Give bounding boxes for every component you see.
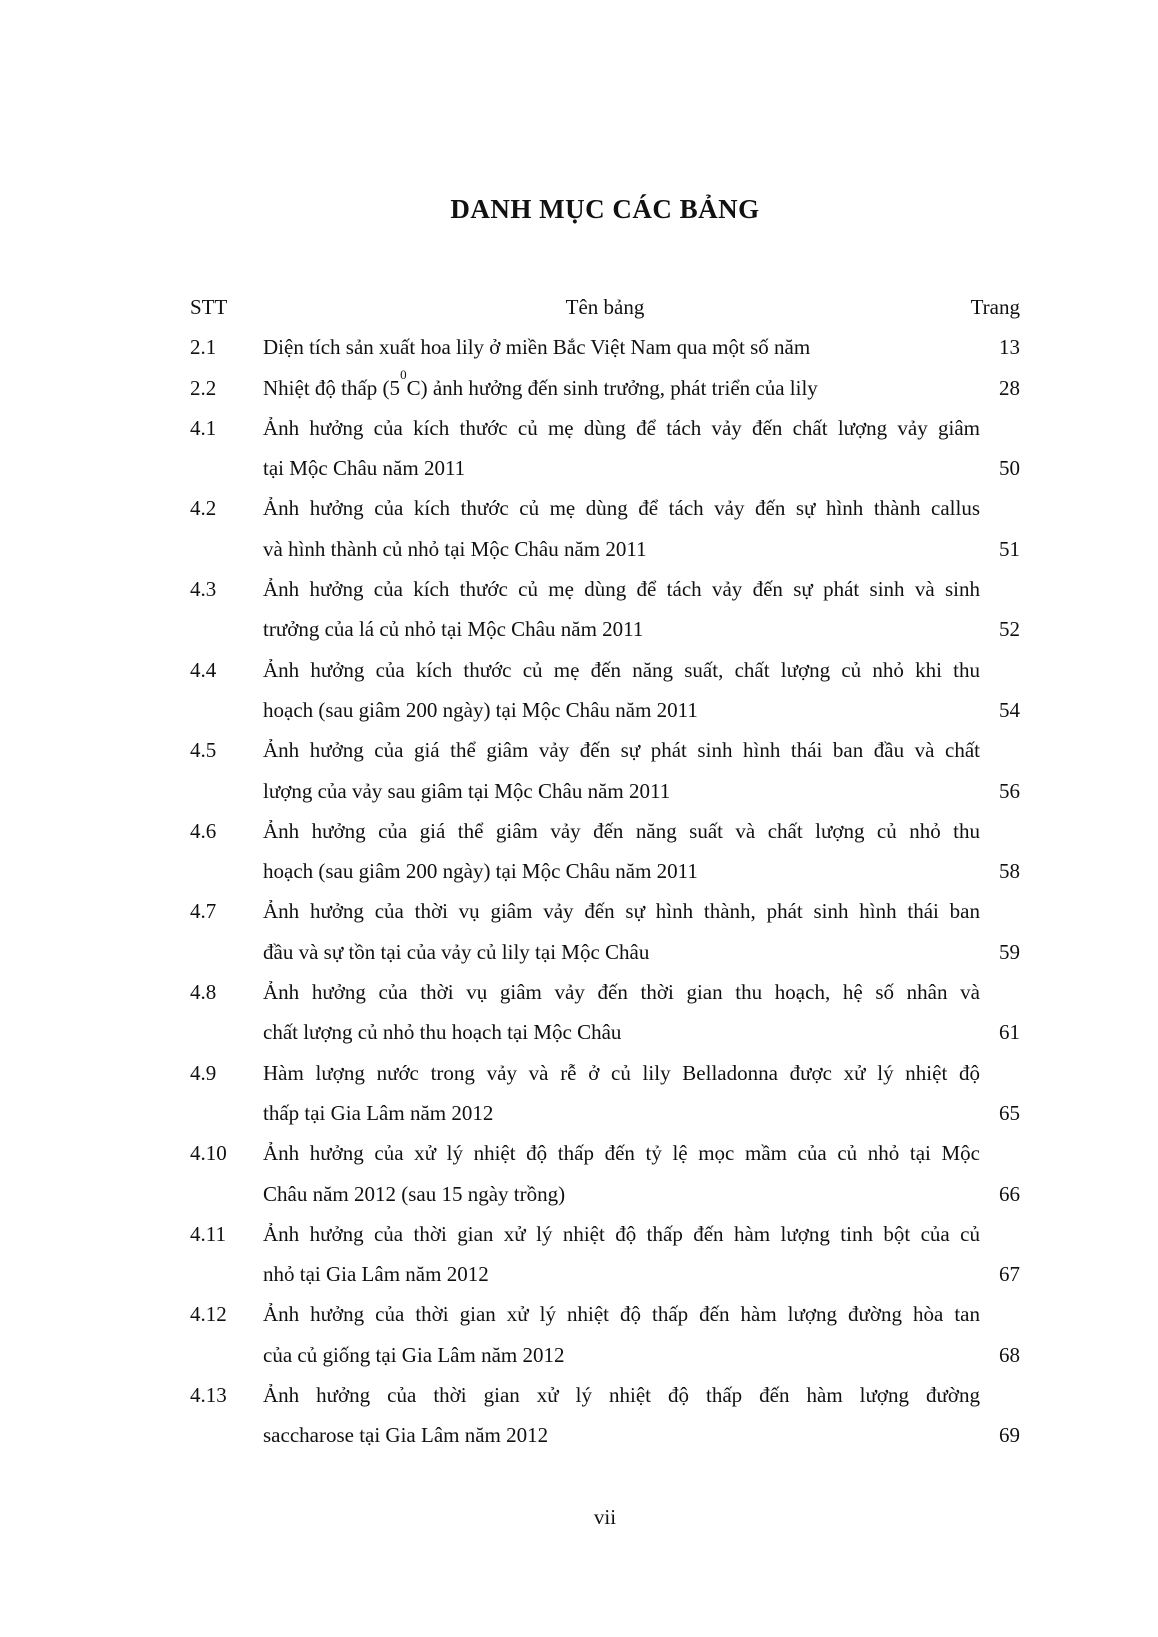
entry-title-line: Nhiệt độ thấp $(5^0C)$ ảnh hưởng đến sinh trưởng, phát triển của lily bbox=[263, 367, 818, 400]
entry-title-line: Ảnh hưởng của thời vụ giâm vảy đến thời gian thu hoạch, hệ số nhân và bbox=[263, 980, 980, 1005]
row-entry-title bbox=[263, 1375, 980, 1456]
row-entry-number: 2.2 bbox=[190, 375, 217, 400]
row-page-number: 69 bbox=[999, 1423, 1020, 1448]
row-entry-number: 4.10 bbox=[190, 1141, 227, 1166]
superscript-degree: 0 bbox=[400, 367, 407, 383]
table-row bbox=[190, 408, 1020, 489]
row-entry-title bbox=[263, 569, 980, 650]
entry-title-line: Ảnh hưởng của kích thước củ mẹ dùng để tách vảy đến sự phát sinh và sinh bbox=[263, 577, 980, 602]
entry-title-line: chất lượng củ nhỏ thu hoạch tại Mộc Châu bbox=[263, 1020, 622, 1045]
entry-title-line: Ảnh hưởng của thời gian xử lý nhiệt độ thấp đến hàm lượng tinh bột của củ bbox=[263, 1221, 980, 1246]
row-entry-title bbox=[263, 1294, 980, 1375]
row-page-number: 13 bbox=[999, 335, 1020, 360]
row-entry-number: 4.12 bbox=[190, 1302, 227, 1327]
row-entry-number: 4.8 bbox=[190, 980, 217, 1005]
header-page: Trang bbox=[970, 295, 1020, 319]
row-page-number: 58 bbox=[999, 859, 1020, 884]
entry-title-line: Ảnh hưởng của thời gian xử lý nhiệt độ thấp đến hàm lượng đường hòa tan bbox=[263, 1302, 980, 1327]
entry-title-line: của củ giống tại Gia Lâm năm 2012 bbox=[263, 1342, 565, 1367]
row-entry-number: 4.2 bbox=[190, 496, 217, 521]
table-row bbox=[190, 1375, 1020, 1456]
row-entry-title bbox=[263, 327, 980, 367]
entry-title-line: Ảnh hưởng của giá thể giâm vảy đến sự phát sinh hình thái ban đầu và chất bbox=[263, 738, 980, 763]
row-entry-title bbox=[263, 811, 980, 892]
row-page-number: 68 bbox=[999, 1342, 1020, 1367]
table-rows bbox=[190, 327, 1020, 1455]
row-page-number: 66 bbox=[999, 1181, 1020, 1206]
table-row bbox=[190, 1214, 1020, 1295]
row-entry-number: 4.6 bbox=[190, 818, 217, 843]
entry-title-line: Diện tích sản xuất hoa lily ở miền Bắc Việt Nam qua một số năm bbox=[263, 335, 811, 360]
tables-toc bbox=[190, 287, 1020, 1456]
row-entry-number: 4.13 bbox=[190, 1383, 227, 1408]
row-entry-title bbox=[263, 650, 980, 731]
entry-title-line: trưởng của lá củ nhỏ tại Mộc Châu năm 2011 bbox=[263, 617, 644, 642]
page-number-footer: vii bbox=[593, 1504, 617, 1529]
row-page-number: 54 bbox=[999, 697, 1020, 722]
table-row bbox=[190, 1053, 1020, 1134]
row-page-number: 51 bbox=[999, 536, 1020, 561]
entry-title-line: Châu năm 2012 (sau 15 ngày trồng) bbox=[263, 1181, 566, 1206]
entry-title-line: Ảnh hưởng của thời vụ giâm vảy đến sự hình thành, phát sinh hình thái ban bbox=[263, 899, 980, 924]
row-page-number: 56 bbox=[999, 778, 1020, 803]
table-row bbox=[190, 368, 1020, 408]
row-entry-number: 4.9 bbox=[190, 1060, 217, 1085]
row-entry-number: 2.1 bbox=[190, 335, 217, 360]
table-row bbox=[190, 327, 1020, 367]
row-entry-title bbox=[263, 1053, 980, 1134]
entry-title-line: lượng của vảy sau giâm tại Mộc Châu năm 2011 bbox=[263, 778, 671, 803]
row-page-number: 67 bbox=[999, 1262, 1020, 1287]
table-header bbox=[190, 287, 1020, 327]
row-entry-number: 4.5 bbox=[190, 738, 217, 763]
entry-title-line: Hàm lượng nước trong vảy và rễ ở củ lily Belladonna được xử lý nhiệt độ bbox=[263, 1060, 980, 1085]
table-row bbox=[190, 1294, 1020, 1375]
row-page-number: 50 bbox=[999, 456, 1020, 481]
table-row bbox=[190, 650, 1020, 731]
row-entry-title bbox=[263, 488, 980, 569]
table-row bbox=[190, 488, 1020, 569]
entry-title-line: Ảnh hưởng của thời gian xử lý nhiệt độ thấp đến hàm lượng đường bbox=[263, 1383, 980, 1408]
row-entry-title bbox=[263, 1133, 980, 1214]
entry-title-line: và hình thành củ nhỏ tại Mộc Châu năm 2011 bbox=[263, 536, 647, 561]
row-page-number: 65 bbox=[999, 1100, 1020, 1125]
entry-title-line: Ảnh hưởng của giá thể giâm vảy đến năng suất và chất lượng củ nhỏ thu bbox=[263, 818, 980, 843]
entry-title-line: Ảnh hưởng của kích thước củ mẹ dùng để tách vảy đến sự hình thành callus bbox=[263, 496, 980, 521]
row-entry-number: 4.7 bbox=[190, 899, 217, 924]
entry-title-line: Ảnh hưởng của xử lý nhiệt độ thấp đến tỷ lệ mọc mầm của củ nhỏ tại Mộc bbox=[263, 1141, 980, 1166]
header-stt: STT bbox=[190, 295, 228, 319]
row-page-number: 28 bbox=[999, 375, 1020, 400]
row-entry-number: 4.1 bbox=[190, 415, 217, 440]
row-entry-title bbox=[263, 972, 980, 1053]
row-page-number: 59 bbox=[999, 939, 1020, 964]
entry-title-line: hoạch (sau giâm 200 ngày) tại Mộc Châu năm 2011 bbox=[263, 859, 698, 884]
row-entry-number: 4.11 bbox=[190, 1221, 226, 1246]
header-table-name: Tên bảng bbox=[565, 295, 645, 319]
row-entry-title bbox=[263, 891, 980, 972]
entry-title-line: thấp tại Gia Lâm năm 2012 bbox=[263, 1100, 494, 1125]
table-row bbox=[190, 730, 1020, 811]
entry-title-line: nhỏ tại Gia Lâm năm 2012 bbox=[263, 1262, 489, 1287]
row-entry-title bbox=[263, 730, 980, 811]
row-entry-title bbox=[263, 368, 980, 408]
row-entry-title bbox=[263, 1214, 980, 1295]
entry-title-line: saccharose tại Gia Lâm năm 2012 bbox=[263, 1423, 549, 1448]
table-row bbox=[190, 811, 1020, 892]
page-title: DANH MỤC CÁC BẢNG bbox=[450, 194, 760, 224]
table-row bbox=[190, 972, 1020, 1053]
entry-title-line: tại Mộc Châu năm 2011 bbox=[263, 456, 466, 481]
row-entry-number: 4.4 bbox=[190, 657, 217, 682]
table-row bbox=[190, 891, 1020, 972]
row-page-number: 52 bbox=[999, 617, 1020, 642]
entry-title-line: Ảnh hưởng của kích thước củ mẹ dùng để tách vảy đến chất lượng vảy giâm bbox=[263, 415, 980, 440]
entry-title-line: đầu và sự tồn tại của vảy củ lily tại Mộc Châu bbox=[263, 939, 650, 964]
row-entry-title bbox=[263, 408, 980, 489]
entry-title-line: Ảnh hưởng của kích thước củ mẹ đến năng suất, chất lượng củ nhỏ khi thu bbox=[263, 657, 980, 682]
table-row bbox=[190, 569, 1020, 650]
entry-title-line: hoạch (sau giâm 200 ngày) tại Mộc Châu năm 2011 bbox=[263, 697, 698, 722]
table-row bbox=[190, 1133, 1020, 1214]
row-entry-number: 4.3 bbox=[190, 577, 217, 602]
row-page-number: 61 bbox=[999, 1020, 1020, 1045]
